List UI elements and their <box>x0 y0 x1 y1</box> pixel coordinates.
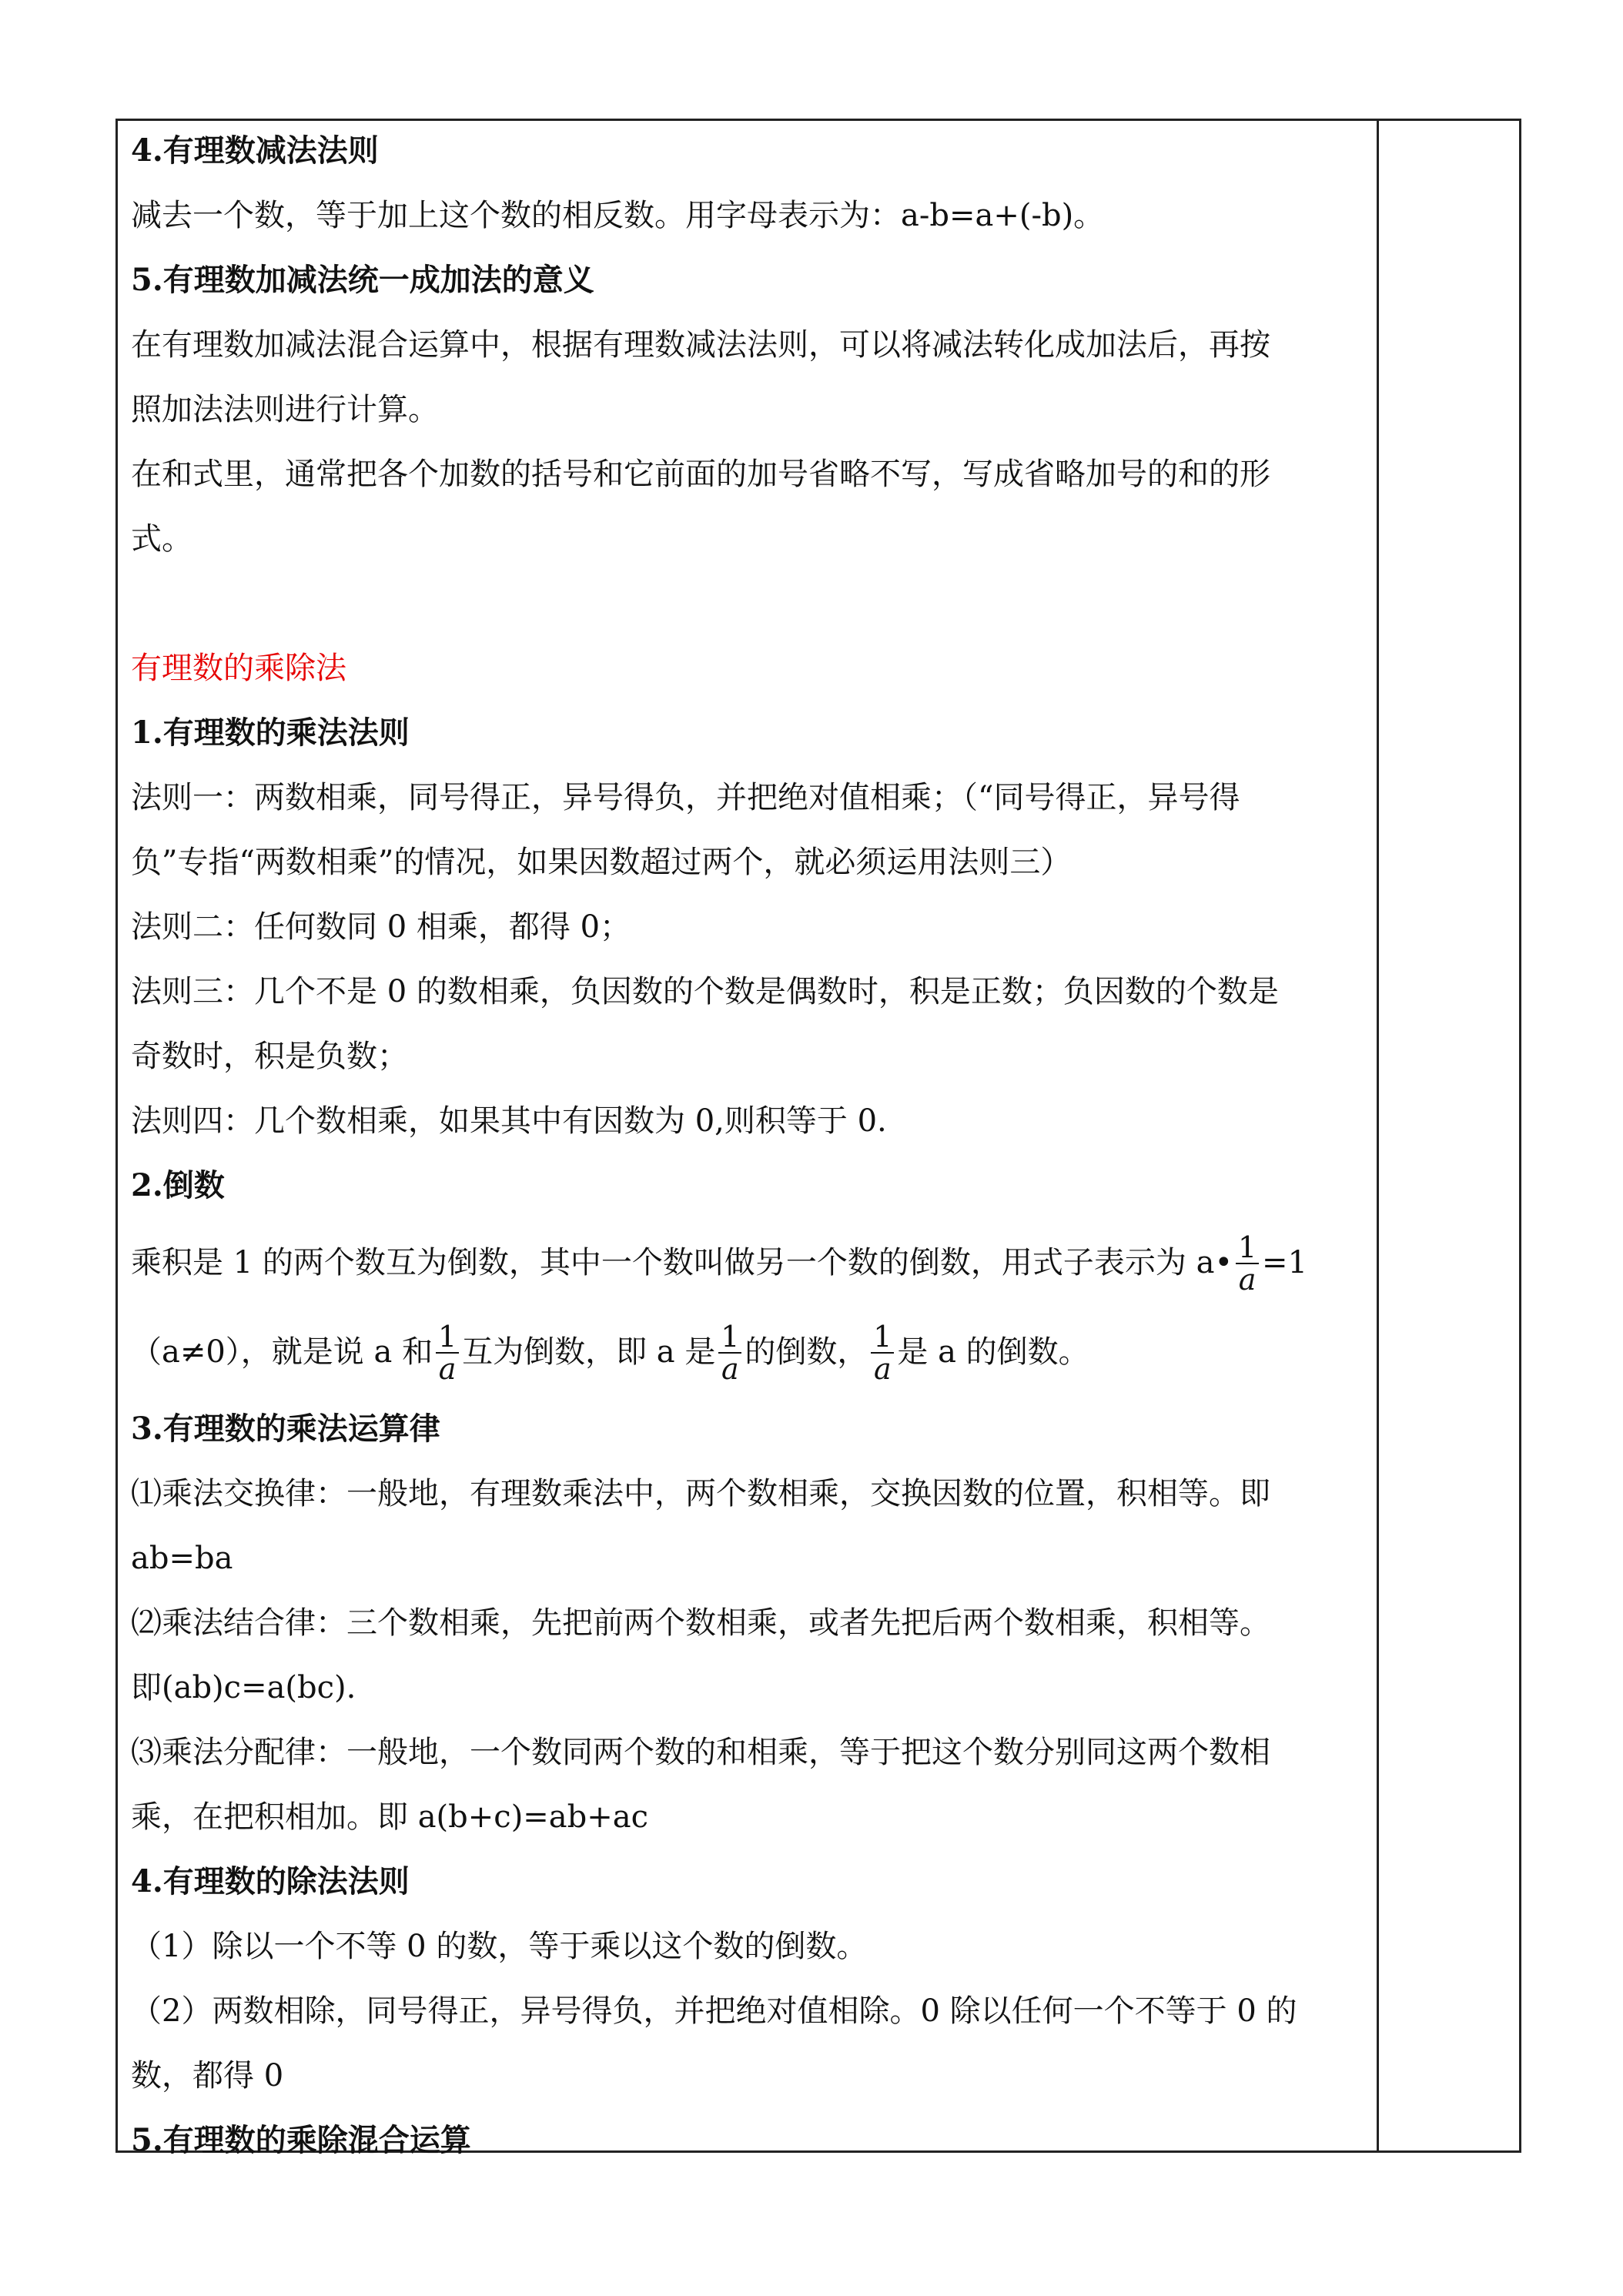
mul-rule-2: 法则二：任何数同 0 相乘，都得 0； <box>131 909 631 945</box>
unify-text-2: 照加法法则进行计算。 <box>131 392 439 427</box>
subtraction-rule-heading: 4.有理数减法法则 <box>131 132 379 169</box>
mul-rule-1b: 负”专指“两数相乘”的情况，如果因数超过两个，就必须运用法则三） <box>131 845 1072 880</box>
spacer <box>131 571 1363 636</box>
div-rule-2b: 数，都得 0 <box>131 2058 284 2094</box>
mixed-ops-heading: 5.有理数的乘除混合运算 <box>131 2122 471 2158</box>
law-1b: ab=ba <box>131 1541 233 1576</box>
fraction-one-over-a: $\frac{1}{a}$ <box>871 1321 894 1384</box>
unify-text-3: 在和式里，通常把各个加数的括号和它前面的加号省略不写，写成省略加号的和的形 <box>131 457 1270 492</box>
reciprocal-line-2 <box>131 1307 1363 1397</box>
reciprocal-text-1a: 乘积是 1 的两个数互为倒数，其中一个数叫做另一个数的倒数，用式子表示为 a• <box>131 1245 1233 1280</box>
div-rule-2a: （2）两数相除，同号得正，异号得负，并把绝对值相除。0 除以任何一个不等于 0 的 <box>131 1993 1297 2029</box>
fraction-one-over-a: $\frac{1}{a}$ <box>1236 1232 1259 1295</box>
mul-laws-heading: 3.有理数的乘法运算律 <box>131 1411 440 1447</box>
reciprocal-text-2c: 的倒数， <box>745 1334 868 1370</box>
mul-rule-3b: 奇数时，积是负数； <box>131 1039 408 1074</box>
muldiv-section-title: 有理数的乘除法 <box>131 651 346 686</box>
reciprocal-text-2b: 互为倒数，即 a 是 <box>462 1334 716 1370</box>
content-cell <box>131 119 1363 2173</box>
mul-rule-4: 法则四：几个数相乘，如果其中有因数为 0,则积等于 0. <box>131 1103 887 1139</box>
law-2b: 即(ab)c=a(bc). <box>131 1670 356 1705</box>
fraction-one-over-a: $\frac{1}{a}$ <box>718 1321 741 1384</box>
subtraction-rule-text: 减去一个数，等于加上这个数的相反数。用字母表示为：a-b=a+(-b)。 <box>131 198 1105 233</box>
law-2a: ⑵乘法结合律：三个数相乘，先把前两个数相乘，或者先把后两个数相乘，积相等。 <box>131 1605 1270 1641</box>
table-column-divider <box>1377 119 1379 2153</box>
unify-heading: 5.有理数加减法统一成加法的意义 <box>131 262 594 298</box>
reciprocal-heading: 2.倒数 <box>131 1167 225 1203</box>
unify-text-4: 式。 <box>131 521 192 557</box>
div-rule-1: （1）除以一个不等 0 的数，等于乘以这个数的倒数。 <box>131 1929 868 1964</box>
law-3a: ⑶乘法分配律：一般地，一个数同两个数的和相乘，等于把这个数分别同这两个数相 <box>131 1735 1270 1770</box>
fraction-one-over-a: $\frac{1}{a}$ <box>436 1321 459 1384</box>
reciprocal-text-2d: 是 a 的倒数。 <box>897 1334 1089 1370</box>
reciprocal-line-1 <box>131 1218 1363 1307</box>
reciprocal-text-2a: （a≠0），就是说 a 和 <box>131 1334 433 1370</box>
mul-rule-3a: 法则三：几个不是 0 的数相乘，负因数的个数是偶数时，积是正数；负因数的个数是 <box>131 974 1279 1009</box>
law-3b: 乘，在把积相加。即 a(b+c)=ab+ac <box>131 1799 649 1835</box>
law-1a: ⑴乘法交换律：一般地，有理数乘法中，两个数相乘，交换因数的位置，积相等。即 <box>131 1476 1270 1511</box>
div-rule-heading: 4.有理数的除法法则 <box>131 1863 410 1899</box>
reciprocal-text-1b: =1 <box>1262 1245 1308 1280</box>
mul-rule-heading: 1.有理数的乘法法则 <box>131 715 410 751</box>
mul-rule-1a: 法则一：两数相乘，同号得正，异号得负，并把绝对值相乘；（“同号得正，异号得 <box>131 780 1240 815</box>
unify-text-1: 在有理数加减法混合运算中，根据有理数减法法则，可以将减法转化成加法后，再按 <box>131 327 1270 363</box>
